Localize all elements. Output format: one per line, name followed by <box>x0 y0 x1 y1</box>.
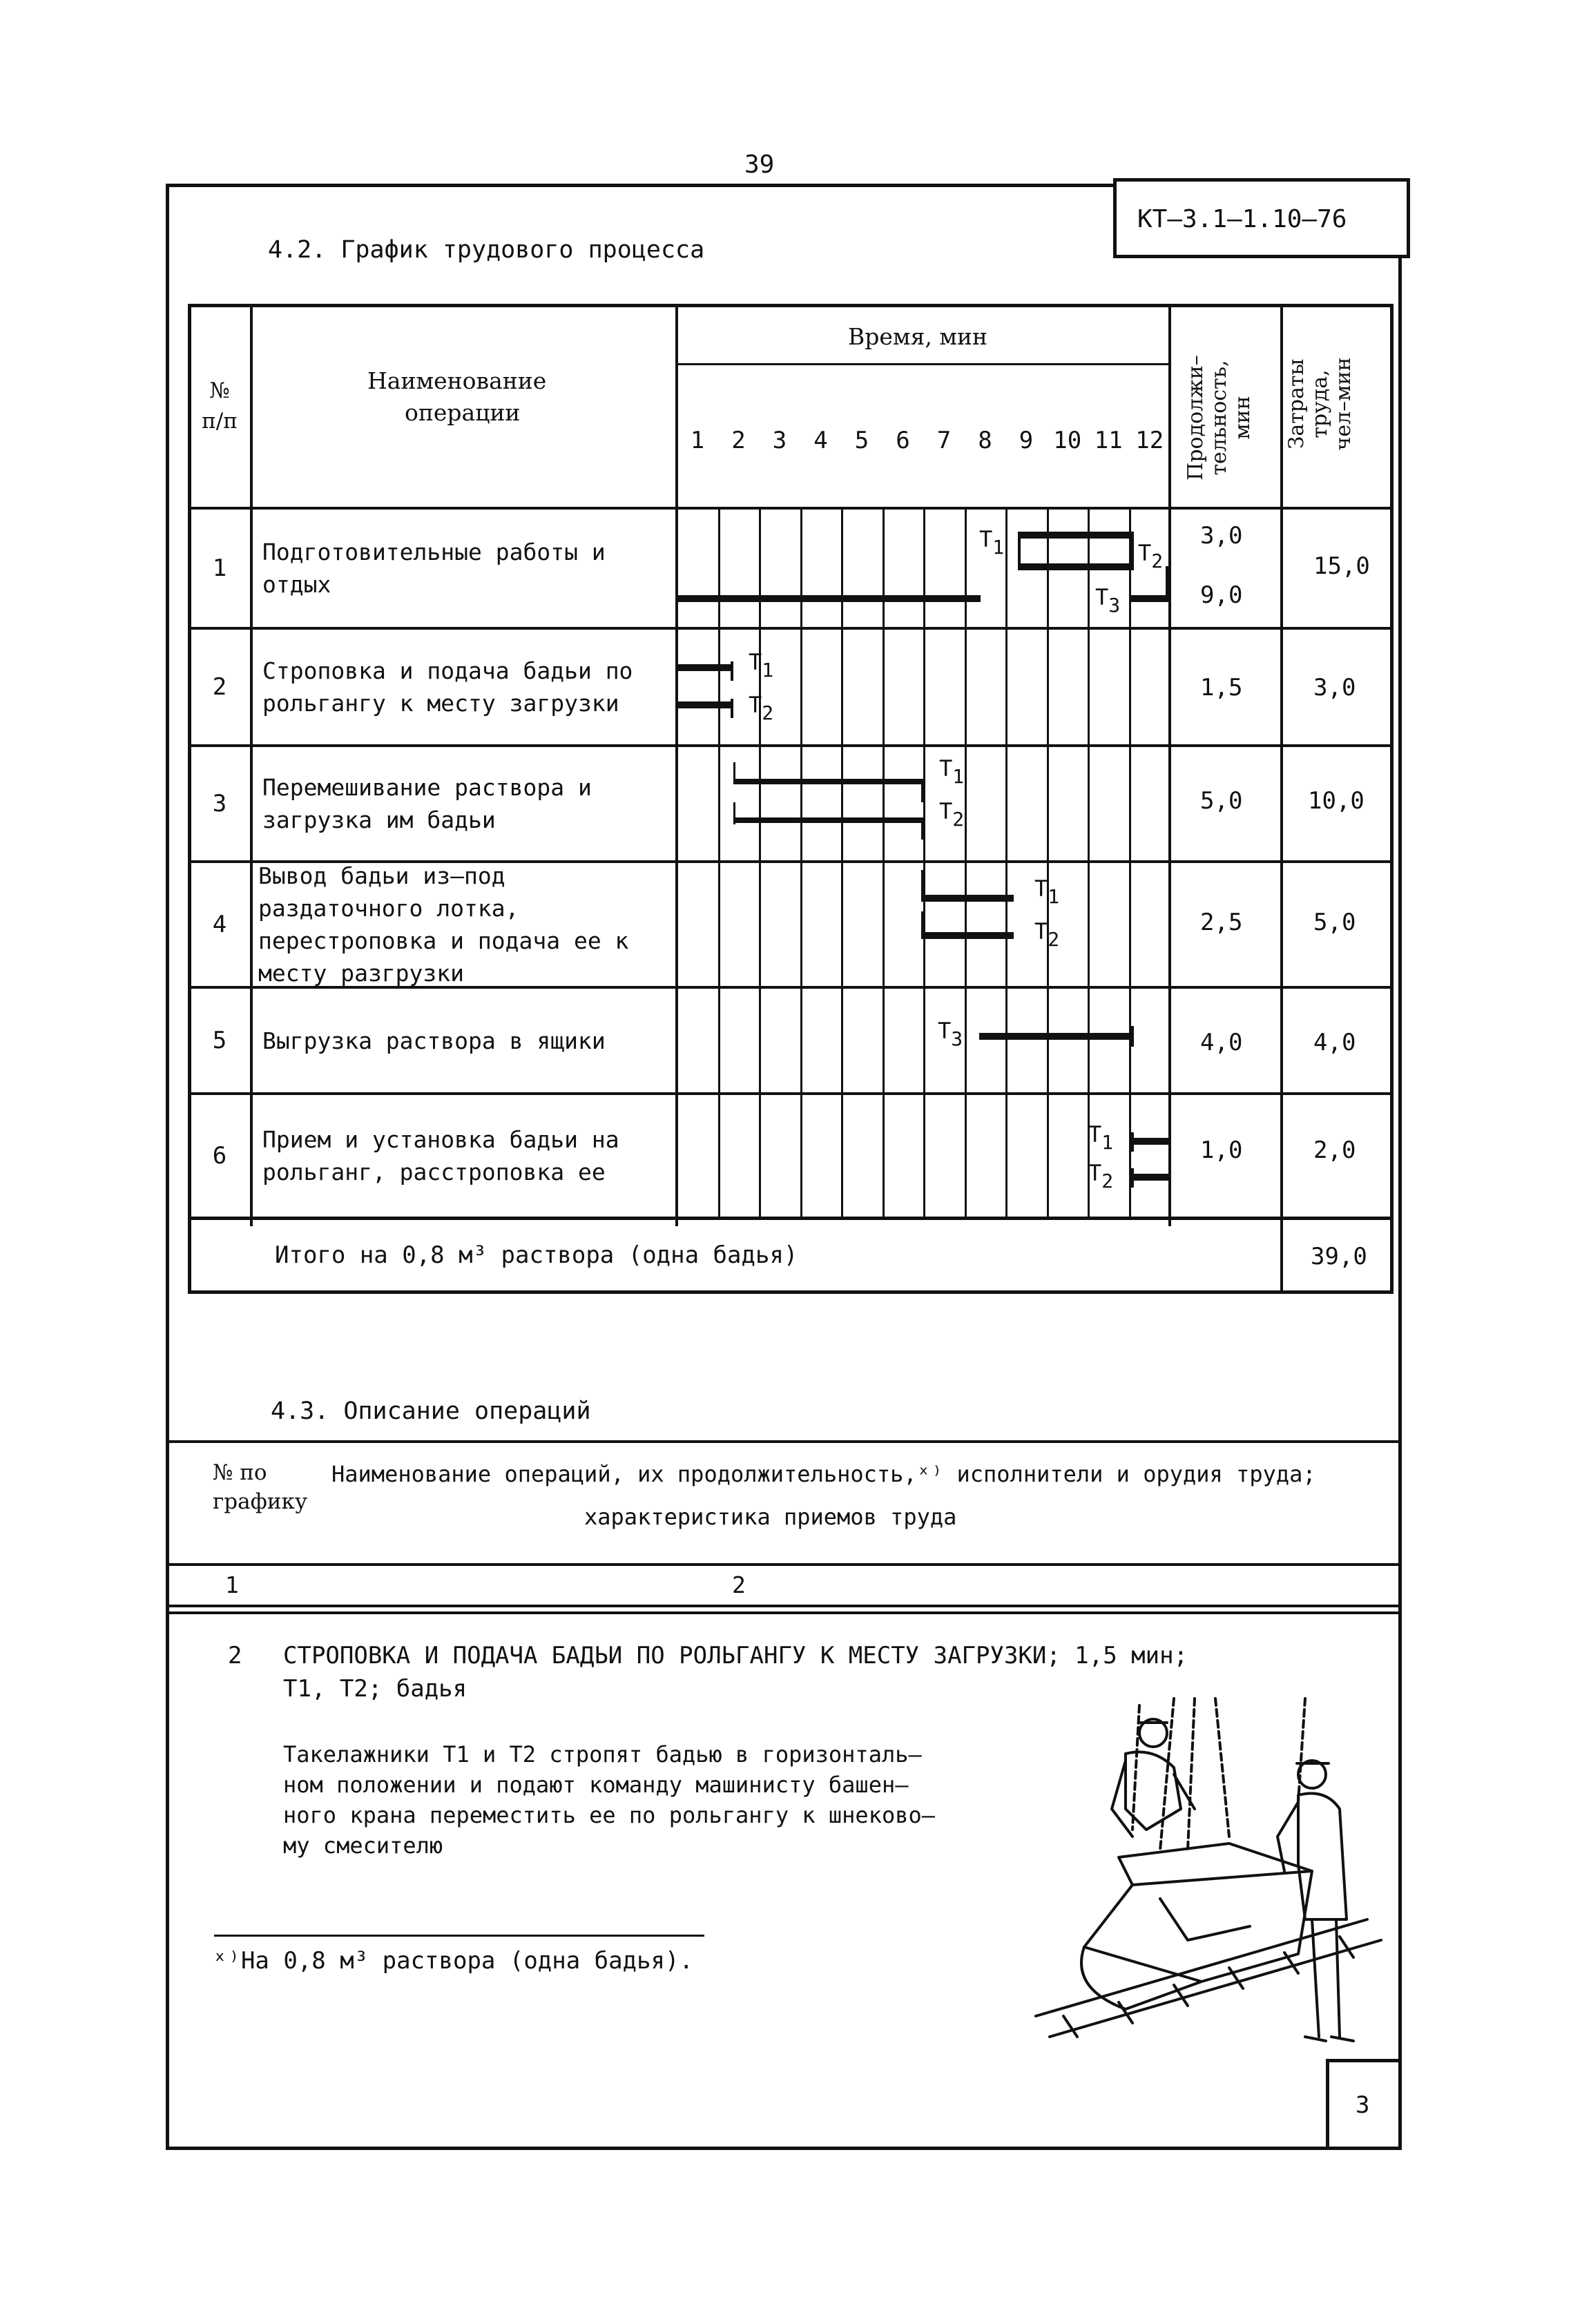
minute-grid-line <box>965 508 967 1218</box>
op-title-line1: СТРОПОВКА И ПОДАЧА БАДЬИ ПО РОЛЬГАНГУ К МЕСТУ ЗАГРУЗКИ; 1,5 мин; <box>283 1642 1188 1669</box>
sheet-number-box <box>1326 2059 1402 2150</box>
minute-label: 9 <box>1019 427 1034 454</box>
gantt-bar <box>979 1033 1132 1040</box>
footnote: ˣ⁾На 0,8 м³ раствора (одна бадья). <box>213 1947 693 1975</box>
minute-grid-line <box>1047 508 1049 1218</box>
row-6-name: Прием и установка бадьи на рольганг, расстроповка ее <box>262 1126 619 1185</box>
row-5-labor: 4,0 <box>1313 1029 1356 1056</box>
gantt-bar <box>677 595 981 602</box>
worker-label: $T_1$ <box>1034 875 1060 908</box>
worker-label: $T_1$ <box>1088 1121 1114 1154</box>
gantt-bar <box>677 701 733 708</box>
gantt-bar <box>733 779 924 784</box>
row-1-duration-b: 9,0 <box>1200 581 1243 609</box>
worker-label: $T_2$ <box>749 692 774 724</box>
op-num: 2 <box>228 1642 242 1669</box>
row-4-duration: 2,5 <box>1200 909 1243 936</box>
worker-label: $T_1$ <box>939 755 965 788</box>
worker-label: $T_2$ <box>1088 1160 1114 1192</box>
section-42-title: 4.2. График трудового процесса <box>268 236 705 264</box>
minute-label: 1 <box>690 427 705 454</box>
minute-label: 11 <box>1094 427 1123 454</box>
op-title-line2: Т1, Т2; бадья <box>283 1675 467 1703</box>
gantt-bar <box>677 664 733 671</box>
total-value: 39,0 <box>1311 1243 1367 1270</box>
row-1-labor: 15,0 <box>1313 552 1370 580</box>
row-4-num: 4 <box>212 911 227 938</box>
row-1-duration-a: 3,0 <box>1200 522 1243 550</box>
row-6-labor: 2,0 <box>1313 1136 1356 1164</box>
minute-grid-line <box>841 508 843 1218</box>
total-label: Итого на 0,8 м³ раствора (одна бадья) <box>275 1241 798 1269</box>
gantt-bar <box>1132 1138 1170 1145</box>
doc-code: КТ–3.1–1.10–76 <box>1137 205 1347 233</box>
op-text-line: ном положении и подают команду машинисту башен– <box>283 1772 909 1798</box>
header-name-line1: Наименование <box>367 367 547 394</box>
desc-col2-header-line1: Наименование операций, их продолжительность,ˣ⁾ исполнители и орудия труда; <box>331 1461 1316 1487</box>
minute-label: 8 <box>978 427 992 454</box>
row-3-num: 3 <box>212 790 227 817</box>
worker-label: $T_2$ <box>939 798 965 831</box>
row-2-duration: 1,5 <box>1200 674 1243 701</box>
op-text-line: ного крана переместить ее по рольгангу к шнеково– <box>283 1802 936 1828</box>
minute-label: 7 <box>936 427 952 454</box>
desc-col1-header: № по графику <box>213 1460 308 1514</box>
gantt-bar <box>733 817 924 823</box>
minute-grid-line <box>800 508 802 1218</box>
minute-grid-line <box>883 508 885 1218</box>
row-5-num: 5 <box>212 1027 227 1054</box>
riggers-bucket-illustration-icon <box>1022 1692 1409 2051</box>
op-text-line: му смесителю <box>283 1832 443 1859</box>
minute-grid-line <box>718 508 720 1218</box>
worker-label: $T_2$ <box>1034 918 1060 951</box>
row-6-duration: 1,0 <box>1200 1136 1243 1164</box>
gantt-bar <box>1019 532 1132 539</box>
gantt-bar <box>1131 595 1168 602</box>
gantt-bar <box>921 932 1014 939</box>
header-time-title: Время, мин <box>848 323 988 350</box>
minute-grid-line <box>1129 508 1131 1218</box>
doc-code-box <box>1113 178 1410 258</box>
row-3-labor: 10,0 <box>1308 787 1365 815</box>
row-3-duration: 5,0 <box>1200 787 1243 815</box>
gantt-bar <box>921 895 1014 902</box>
desc-col-num-1: 1 <box>225 1571 239 1598</box>
page-number: 39 <box>744 151 775 179</box>
minute-label: 4 <box>813 427 828 454</box>
op-text-line: Такелажники Т1 и Т2 стропят бадью в горизонталь– <box>283 1741 922 1768</box>
minute-label: 3 <box>772 427 787 454</box>
row-3-name: Перемешивание раствора и загрузка им бадьи <box>262 774 592 833</box>
header-duration: Продолжи– тельность, мин <box>1184 355 1255 481</box>
row-4-name: Вывод бадьи из–под раздаточного лотка, перестроповка и подача ее к месту разгрузки <box>258 862 629 987</box>
minute-label: 10 <box>1053 427 1082 454</box>
row-2-name: Строповка и подача бадьи по рольгангу к месту загрузки <box>262 657 633 717</box>
header-labor: Затраты труда, чел–мин <box>1284 357 1356 451</box>
header-num: № п/п <box>202 378 238 434</box>
worker-label: $T_3$ <box>938 1018 963 1050</box>
row-2-labor: 3,0 <box>1313 674 1356 701</box>
minute-grid-line <box>759 508 761 1218</box>
desc-col2-header-line2: характеристика приемов труда <box>584 1504 957 1530</box>
minute-grid-line <box>1005 508 1007 1218</box>
worker-label: $T_3$ <box>1095 584 1121 617</box>
worker-label: $T_1$ <box>749 649 774 681</box>
worker-label: $T_1$ <box>979 526 1005 559</box>
minute-label: 5 <box>854 427 869 454</box>
section-43-title: 4.3. Описание операций <box>271 1397 591 1425</box>
header-name-line2: операции <box>405 399 521 426</box>
row-5-duration: 4,0 <box>1200 1029 1243 1056</box>
row-1-name: Подготовительные работы и отдых <box>262 539 606 598</box>
row-2-num: 2 <box>212 673 227 701</box>
minute-grid-line <box>923 508 925 1218</box>
row-5-name: Выгрузка раствора в ящики <box>262 1027 606 1054</box>
row-1-num: 1 <box>212 554 227 582</box>
row-4-labor: 5,0 <box>1313 909 1356 936</box>
gantt-bar <box>1132 1174 1170 1181</box>
sheet-number: 3 <box>1356 2091 1370 2119</box>
minute-label: 6 <box>896 427 910 454</box>
minute-label: 2 <box>731 427 746 454</box>
row-6-num: 6 <box>212 1142 227 1170</box>
minute-label: 12 <box>1135 427 1164 454</box>
gantt-bar <box>1019 563 1132 570</box>
worker-label: $T_2$ <box>1138 540 1164 572</box>
desc-col-num-2: 2 <box>732 1571 746 1598</box>
minute-grid-line <box>1088 508 1090 1218</box>
